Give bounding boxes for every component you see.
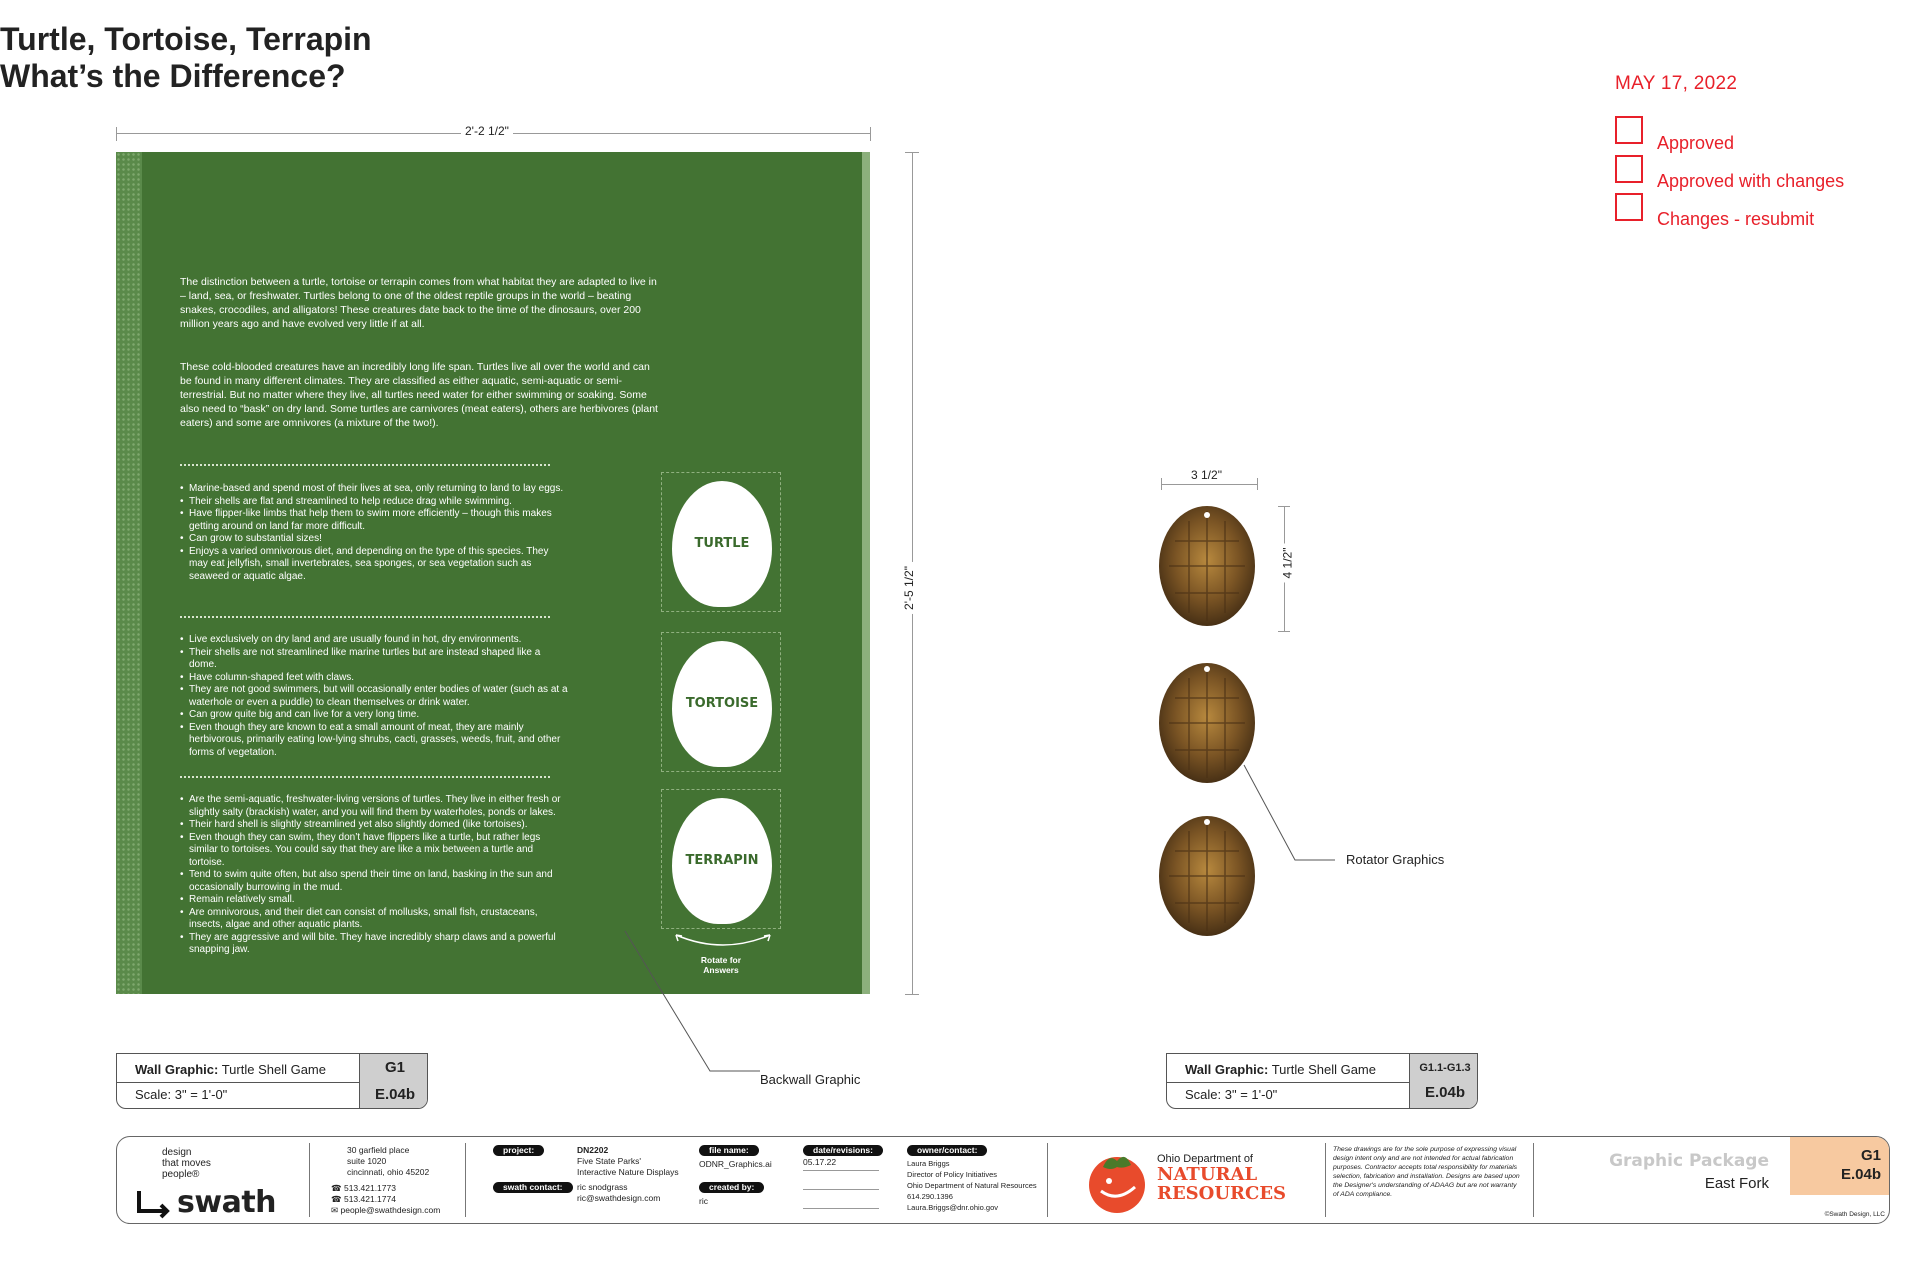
tagline-line: people®	[162, 1169, 200, 1181]
disclaimer: These drawings are for the sole purpose of expressing visual design intent only and are not intended for actual fabrication purposes. Contractor accepts total responsibility for materials selection, fabrication and installation. Designs are based upon the Designer's understanding of ADAAG but are not warranty of ADA compliance.	[1333, 1146, 1520, 1199]
phone-icon: ☎	[331, 1183, 342, 1194]
footer-divider	[1533, 1143, 1534, 1217]
rotator-leader-line	[1240, 761, 1340, 866]
swath-contact-info	[331, 1183, 440, 1216]
package-code	[1790, 1137, 1889, 1195]
footer-divider	[465, 1143, 466, 1217]
tagline-line: design	[162, 1147, 192, 1159]
revision-line	[803, 1189, 879, 1190]
dimension-tick	[905, 994, 919, 995]
titleblock-title	[1185, 1062, 1376, 1077]
list-item: • Their hard shell is slightly streamlined yet also slightly domed (like tortoises).	[180, 819, 570, 832]
address-line: 30 garfield place	[347, 1145, 410, 1156]
revision-line	[803, 1208, 879, 1209]
swath-contact	[577, 1182, 660, 1204]
dimension-tick	[1278, 631, 1290, 632]
list-item: • Their shells are flat and streamlined to help reduce drag while swimming.	[180, 496, 570, 509]
odnr-logo-icon	[1083, 1147, 1151, 1215]
footer-divider	[1047, 1143, 1048, 1217]
project-label: project:	[493, 1145, 544, 1156]
review-date: MAY 17, 2022	[1615, 73, 1738, 95]
titleblock-rotator-graphic	[1166, 1053, 1478, 1109]
odnr-line1: Ohio Department of	[1157, 1153, 1253, 1166]
wall-title-line2: What’s the Difference?	[0, 58, 346, 95]
dimension-tick	[1161, 478, 1162, 490]
backwall-graphic-callout: Backwall Graphic	[760, 1072, 861, 1088]
wall-pattern-strip	[116, 152, 142, 994]
owner-contact-label: owner/contact:	[907, 1145, 987, 1156]
address-line: suite 1020	[347, 1156, 387, 1167]
owner-line: Laura.Briggs@dnr.ohio.gov	[907, 1203, 999, 1213]
shell-height-label: 4 1/2"	[1280, 544, 1294, 583]
section-divider	[180, 776, 550, 778]
titleblock-bold: Wall Graphic:	[135, 1062, 219, 1078]
titleblock-divider	[1167, 1082, 1409, 1083]
titleblock-code-bottom: E.04b	[374, 1086, 416, 1104]
list-item: • Tend to swim quite often, but also spend their time on land, basking in the sun and occasionally burrowing in the mud.	[180, 869, 570, 894]
titleblock-scale: Scale: 3" = 1'-0"	[1185, 1087, 1278, 1103]
owner-line: Director of Policy Initiatives	[907, 1170, 998, 1180]
dimension-tick	[1278, 506, 1290, 507]
tortoise-shell-window	[661, 632, 781, 772]
swath-contact-label: swath contact:	[493, 1182, 573, 1193]
section-divider	[180, 464, 550, 466]
changes-resubmit-row[interactable]	[1615, 193, 1815, 229]
turtle-shell-window	[661, 472, 781, 612]
project-line: Interactive Nature Displays	[577, 1167, 679, 1178]
approved-label: Approved	[1657, 132, 1735, 153]
tortoise-shell-label: TORTOISE	[685, 696, 759, 712]
terrapin-shell-silhouette	[672, 798, 772, 924]
list-item: • Remain relatively small.	[180, 894, 570, 907]
intro-paragraph-2: These cold-blooded creatures have an incredibly long life span. Turtles live all over the world and can be found in many different climates. They are classified as either aquatic, semi-aquatic or semi-terrestrial. But no matter where they live, all turtles need water for either swimming or soaking. Some also need to “bask” on dry land. Some turtles are carnivores (meat eaters), others are herbivores (plant eaters) and some are omnivores (a mixture of the two!).	[180, 361, 658, 430]
changes-resubmit-checkbox[interactable]	[1615, 193, 1643, 221]
turtle-shell-silhouette	[672, 481, 772, 607]
list-item: • Even though they are known to eat a small amount of meat, they are mainly herbivorous, primarily eating low-lying shrubs, cacti, grasses, weeds, fruit, and other forms of vegetation.	[180, 722, 570, 760]
package-code-top: G1	[1860, 1147, 1881, 1165]
titleblock-divider	[117, 1082, 359, 1083]
contact-line: ric snodgrass	[577, 1182, 628, 1193]
list-item: • Have flipper-like limbs that help them to swim more efficiently – though this makes getting around on land far more difficult.	[180, 508, 570, 533]
approved-checkbox[interactable]	[1615, 116, 1643, 144]
list-item: • Can grow to substantial sizes!	[180, 533, 570, 546]
titleblock-code-bottom: E.04b	[1424, 1084, 1466, 1102]
tortoise-shell-silhouette	[672, 641, 772, 767]
approved-with-changes-label: Approved with changes	[1657, 170, 1845, 191]
approved-checkbox-row[interactable]	[1615, 116, 1735, 153]
terrapin-shell-window	[661, 789, 781, 929]
date-revisions: 05.17.22	[803, 1157, 837, 1168]
package-code-bottom: E.04b	[1840, 1166, 1881, 1184]
footer-divider	[1325, 1143, 1326, 1217]
file-name-label: file name:	[699, 1145, 759, 1156]
wall-height-label: 2'-5 1/2"	[902, 562, 916, 614]
titleblock-name: Turtle Shell Game	[221, 1062, 326, 1078]
package-title: Graphic Package	[1609, 1151, 1769, 1172]
swath-tagline	[162, 1147, 211, 1180]
swath-arrow-icon	[135, 1189, 175, 1219]
terrapin-facts-list	[180, 794, 570, 957]
file-name: ODNR_Graphics.ai	[699, 1159, 772, 1170]
odnr-name	[1157, 1165, 1286, 1203]
odnr-line3: RESOURCES	[1157, 1183, 1287, 1205]
titleblock-code-top: G1.1-G1.3	[1419, 1062, 1471, 1075]
date-revisions-label: date/revisions:	[803, 1145, 883, 1156]
list-item: • Are the semi-aquatic, freshwater-living versions of turtles. They live in either fresh or slightly salty (brackish) water, and you will find them by waterholes, ponds or lakes.	[180, 794, 570, 819]
project-number: DN2202	[577, 1145, 609, 1156]
phone-1: 513.421.1773	[343, 1183, 396, 1194]
dimension-tick	[870, 127, 871, 141]
owner-line: 614.290.1396	[907, 1192, 953, 1202]
owner-line: Ohio Department of Natural Resources	[907, 1181, 1037, 1191]
titleblock-code-top: G1	[384, 1059, 405, 1077]
dimension-tick	[905, 152, 919, 153]
wall-title-line1: Turtle, Tortoise, Terrapin	[0, 21, 372, 58]
dimension-tick	[116, 127, 117, 141]
terrapin-shell-label: TERRAPIN	[685, 853, 759, 869]
list-item: • They are not good swimmers, but will occasionally enter bodies of water (such as at a waterhole or even a puddle) to clean themselves or drink water.	[180, 684, 570, 709]
list-item: • Have column-shaped feet with claws.	[180, 672, 570, 685]
rotate-line2: Answers	[703, 965, 739, 976]
footer-divider	[309, 1143, 310, 1217]
approved-with-changes-checkbox[interactable]	[1615, 155, 1643, 183]
tagline-line: that moves	[162, 1158, 211, 1170]
titleblock-title	[135, 1062, 326, 1077]
changes-resubmit-label: Changes - resubmit	[1657, 208, 1815, 229]
email: people@swathdesign.com	[340, 1205, 441, 1216]
rotate-line1: Rotate for	[700, 955, 742, 966]
copyright: ©Swath Design, LLC	[1824, 1211, 1885, 1219]
list-item: • Marine-based and spend most of their lives at sea, only returning to land to lay eggs.	[180, 483, 570, 496]
turtle-facts-list	[180, 483, 570, 583]
wall-width-label: 2'-2 1/2"	[461, 124, 513, 138]
backwall-leader-line	[615, 921, 765, 1081]
owner-contact	[907, 1158, 1037, 1213]
created-by-label: created by:	[699, 1182, 764, 1193]
titleblock-code	[1409, 1054, 1478, 1109]
owner-line: Laura Briggs	[907, 1159, 950, 1169]
dimension-tick	[1257, 478, 1258, 490]
address-line: cincinnati, ohio 45202	[347, 1167, 430, 1178]
approved-with-changes-row[interactable]	[1615, 155, 1845, 191]
turtle-shell-photos	[1155, 501, 1265, 951]
shell-width-dimension-line	[1161, 484, 1257, 485]
titleblock-scale: Scale: 3" = 1'-0"	[135, 1087, 228, 1103]
project-info	[577, 1145, 679, 1178]
list-item: • Even though they can swim, they don’t have flippers like a turtle, but rather legs similar to tortoises. You could say that they are like a mix between a turtle and tortoise.	[180, 832, 570, 870]
odnr-line2: NATURAL	[1157, 1164, 1258, 1186]
swath-address	[347, 1145, 429, 1178]
intro-paragraph-1: The distinction between a turtle, tortoise or terrapin comes from what habitat they are adapted to live in – land, sea, or freshwater. Turtles belong to one of the oldest reptile groups in the world – beating snakes, crocodiles, and alligators! These creatures date back to the time of the dinosaurs, over 200 million years ago and have evolved very little if at all.	[180, 276, 657, 331]
list-item: • Live exclusively on dry land and are usually found in hot, dry environments.	[180, 634, 570, 647]
email-icon: ✉	[331, 1205, 339, 1216]
wall-edge-strip	[862, 152, 870, 994]
swath-logo: swath	[177, 1185, 277, 1221]
titleblock-wall-graphic	[116, 1053, 428, 1109]
list-item: • They are aggressive and will bite. They have incredibly sharp claws and a powerful snapping jaw.	[180, 932, 570, 957]
list-item: • Their shells are not streamlined like marine turtles but are instead shaped like a dome.	[180, 647, 570, 672]
list-item: • Can grow quite big and can live for a very long time.	[180, 709, 570, 722]
package-subtitle: East Fork	[1704, 1175, 1769, 1193]
list-item: • Enjoys a varied omnivorous diet, and depending on the type of this species. They may eat jellyfish, small invertebrates, sea sponges, or sea vegetation such as seaweed or aquatic algae.	[180, 546, 570, 584]
turtle-shell-label: TURTLE	[694, 536, 750, 552]
phone-2: 513.421.1774	[343, 1194, 396, 1205]
shell-width-label: 3 1/2"	[1187, 468, 1226, 482]
rotator-graphics-callout: Rotator Graphics	[1346, 852, 1445, 868]
titleblock-bold: Wall Graphic:	[1185, 1062, 1269, 1078]
turtle-shell-photo-1	[1159, 506, 1255, 626]
sheet-footer	[116, 1136, 1890, 1224]
titleblock-name: Turtle Shell Game	[1271, 1062, 1376, 1078]
contact-line: ric@swathdesign.com	[577, 1193, 661, 1204]
created-by: ric	[699, 1196, 708, 1207]
fax-icon: ☎	[331, 1194, 342, 1205]
list-item: • Are omnivorous, and their diet can consist of mollusks, small fish, crustaceans, insects, algae and other aquatic plants.	[180, 907, 570, 932]
titleblock-code	[359, 1054, 428, 1109]
revision-line	[803, 1170, 879, 1171]
section-divider	[180, 616, 550, 618]
project-line: Five State Parks'	[577, 1156, 641, 1167]
tortoise-facts-list	[180, 634, 570, 759]
